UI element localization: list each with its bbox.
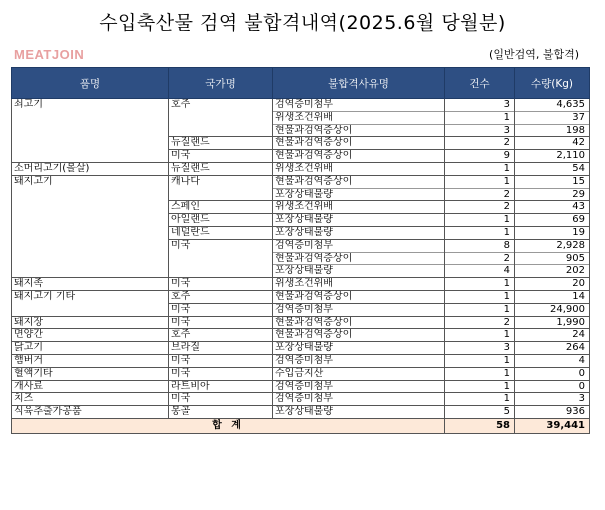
cell-reason: 현물과검역증상이 [273, 252, 445, 265]
cell-quantity: 24,900 [515, 303, 590, 316]
table-note: (일반검역, 불합격) [489, 48, 579, 61]
cell-quantity: 0 [515, 380, 590, 393]
cell-country: 호주 [169, 290, 273, 303]
cell-country: 뉴질랜드 [169, 162, 273, 175]
cell-reason: 현물과검역증상이 [273, 175, 445, 188]
total-count: 58 [445, 418, 515, 433]
cell-count: 2 [445, 252, 515, 265]
cell-product: 돼지장 [12, 316, 169, 329]
brand-logo: MEATJOIN [14, 47, 85, 62]
rejection-table [11, 67, 590, 434]
cell-quantity: 3 [515, 393, 590, 406]
cell-country [169, 252, 273, 265]
cell-reason: 포장상태불량 [273, 406, 445, 419]
cell-count: 1 [445, 175, 515, 188]
cell-product: 닭고기 [12, 342, 169, 355]
cell-count: 3 [445, 124, 515, 137]
total-quantity: 39,441 [515, 418, 590, 433]
table-row [12, 367, 590, 380]
cell-quantity: 43 [515, 201, 590, 214]
cell-quantity: 936 [515, 406, 590, 419]
table-row [12, 290, 590, 303]
cell-quantity: 1,990 [515, 316, 590, 329]
cell-country [169, 188, 273, 201]
table-row [12, 303, 590, 316]
total-label: 합 계 [12, 418, 445, 433]
cell-reason: 위생조건위배 [273, 162, 445, 175]
cell-reason: 검역증미첨부 [273, 393, 445, 406]
cell-country: 뉴질랜드 [169, 137, 273, 150]
cell-count: 1 [445, 354, 515, 367]
cell-product: 혈액기타 [12, 367, 169, 380]
cell-reason: 위생조건위배 [273, 201, 445, 214]
cell-country: 미국 [169, 316, 273, 329]
cell-quantity: 905 [515, 252, 590, 265]
table-row [12, 316, 590, 329]
cell-reason: 현물과검역증상이 [273, 150, 445, 163]
cell-quantity: 69 [515, 214, 590, 227]
cell-quantity: 202 [515, 265, 590, 278]
table-row [12, 278, 590, 291]
table-row [12, 380, 590, 393]
cell-count: 8 [445, 239, 515, 252]
cell-country [169, 111, 273, 124]
cell-country: 네덜란드 [169, 226, 273, 239]
cell-product: 돼지족 [12, 278, 169, 291]
cell-quantity: 198 [515, 124, 590, 137]
cell-product: 면양간 [12, 329, 169, 342]
total-row [12, 418, 590, 433]
cell-country: 호주 [169, 329, 273, 342]
cell-country [169, 265, 273, 278]
header-quantity: 수량(Kg) [515, 68, 590, 99]
cell-product: 돼지고기 기타 [12, 290, 169, 303]
cell-product: 식육추출가공품 [12, 406, 169, 419]
cell-country: 미국 [169, 278, 273, 291]
cell-reason: 검역증미첨부 [273, 354, 445, 367]
cell-country: 아일랜드 [169, 214, 273, 227]
cell-reason: 위생조건위배 [273, 278, 445, 291]
cell-country: 브라질 [169, 342, 273, 355]
table-body [12, 99, 590, 419]
cell-quantity: 37 [515, 111, 590, 124]
cell-reason: 위생조건위배 [273, 111, 445, 124]
cell-reason: 포장상태불량 [273, 342, 445, 355]
cell-count: 1 [445, 290, 515, 303]
cell-product: 돼지고기 [12, 175, 169, 188]
cell-product [12, 201, 169, 214]
cell-quantity: 19 [515, 226, 590, 239]
cell-quantity: 14 [515, 290, 590, 303]
page-title: 수입축산물 검역 불합격내역(2025.6월 당월분) [99, 12, 506, 34]
cell-count: 1 [445, 380, 515, 393]
cell-country: 라트비아 [169, 380, 273, 393]
cell-reason: 검역증미첨부 [273, 99, 445, 112]
cell-reason: 포장상태불량 [273, 188, 445, 201]
cell-reason: 현물과검역증상이 [273, 290, 445, 303]
cell-country: 호주 [169, 99, 273, 112]
cell-quantity: 54 [515, 162, 590, 175]
table-row [12, 226, 590, 239]
cell-product [12, 214, 169, 227]
cell-count: 2 [445, 188, 515, 201]
cell-reason: 포장상태불량 [273, 226, 445, 239]
table-row [12, 329, 590, 342]
cell-quantity: 2,110 [515, 150, 590, 163]
cell-country: 미국 [169, 367, 273, 380]
cell-country: 미국 [169, 393, 273, 406]
cell-count: 1 [445, 303, 515, 316]
cell-product: 치즈 [12, 393, 169, 406]
table-row [12, 239, 590, 252]
table-row [12, 201, 590, 214]
table-row [12, 252, 590, 265]
cell-product [12, 239, 169, 252]
cell-product: 소머리고기(볼살) [12, 162, 169, 175]
cell-count: 3 [445, 99, 515, 112]
cell-count: 4 [445, 265, 515, 278]
cell-count: 1 [445, 367, 515, 380]
table-row [12, 137, 590, 150]
cell-country: 캐나다 [169, 175, 273, 188]
cell-product: 쇠고기 [12, 99, 169, 112]
cell-country: 스페인 [169, 201, 273, 214]
cell-quantity: 4,635 [515, 99, 590, 112]
cell-quantity: 15 [515, 175, 590, 188]
cell-reason: 현물과검역증상이 [273, 316, 445, 329]
table-row [12, 124, 590, 137]
header-country: 국가명 [169, 68, 273, 99]
cell-country: 미국 [169, 239, 273, 252]
cell-country: 미국 [169, 303, 273, 316]
cell-product [12, 188, 169, 201]
header-reason: 불합격사유명 [273, 68, 445, 99]
table-row [12, 342, 590, 355]
cell-country: 몽골 [169, 406, 273, 419]
cell-count: 2 [445, 316, 515, 329]
table-row [12, 150, 590, 163]
cell-count: 5 [445, 406, 515, 419]
cell-count: 3 [445, 342, 515, 355]
cell-quantity: 42 [515, 137, 590, 150]
table-row [12, 162, 590, 175]
table-row [12, 188, 590, 201]
cell-count: 1 [445, 329, 515, 342]
cell-count: 9 [445, 150, 515, 163]
cell-product [12, 265, 169, 278]
cell-count: 2 [445, 137, 515, 150]
cell-product [12, 124, 169, 137]
cell-count: 1 [445, 278, 515, 291]
table-row [12, 214, 590, 227]
cell-product [12, 150, 169, 163]
cell-product [12, 303, 169, 316]
cell-product [12, 137, 169, 150]
header-count: 건수 [445, 68, 515, 99]
cell-reason: 검역증미첨부 [273, 303, 445, 316]
cell-country [169, 124, 273, 137]
table-row [12, 393, 590, 406]
cell-reason: 검역증미첨부 [273, 380, 445, 393]
cell-reason: 현물과검역증상이 [273, 329, 445, 342]
table-row [12, 354, 590, 367]
cell-count: 1 [445, 162, 515, 175]
cell-reason: 수입금지산 [273, 367, 445, 380]
cell-product [12, 226, 169, 239]
header-product: 품명 [12, 68, 169, 99]
cell-quantity: 2,928 [515, 239, 590, 252]
cell-product [12, 252, 169, 265]
table-row [12, 99, 590, 112]
cell-product: 햄버거 [12, 354, 169, 367]
cell-count: 2 [445, 201, 515, 214]
cell-reason: 현물과검역증상이 [273, 124, 445, 137]
table-row [12, 265, 590, 278]
cell-count: 1 [445, 214, 515, 227]
cell-country: 미국 [169, 354, 273, 367]
cell-count: 1 [445, 111, 515, 124]
table-row [12, 406, 590, 419]
cell-country: 미국 [169, 150, 273, 163]
cell-count: 1 [445, 393, 515, 406]
cell-quantity: 24 [515, 329, 590, 342]
cell-count: 1 [445, 226, 515, 239]
cell-quantity: 0 [515, 367, 590, 380]
cell-quantity: 264 [515, 342, 590, 355]
cell-quantity: 20 [515, 278, 590, 291]
cell-product [12, 111, 169, 124]
table-row [12, 175, 590, 188]
table-header-row [12, 68, 590, 99]
cell-product: 개사료 [12, 380, 169, 393]
cell-reason: 현물과검역증상이 [273, 137, 445, 150]
cell-reason: 검역증미첨부 [273, 239, 445, 252]
cell-quantity: 4 [515, 354, 590, 367]
cell-quantity: 29 [515, 188, 590, 201]
cell-reason: 포장상태불량 [273, 265, 445, 278]
cell-reason: 포장상태불량 [273, 214, 445, 227]
table-row [12, 111, 590, 124]
